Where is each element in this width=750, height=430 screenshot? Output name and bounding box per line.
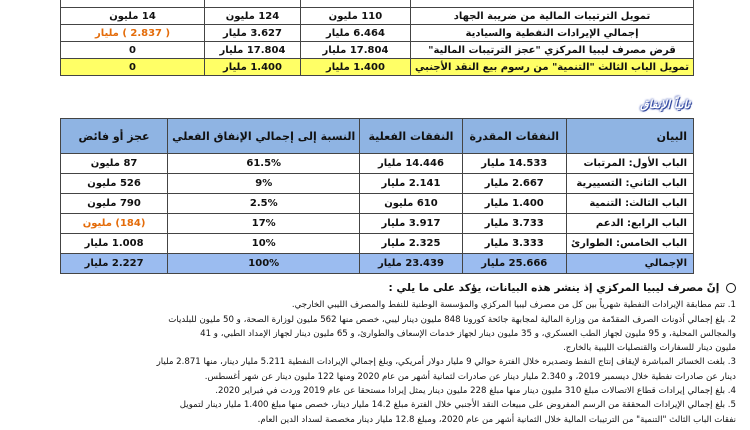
revenue-cell-c: 0 bbox=[61, 59, 205, 76]
expenditure-table bbox=[60, 118, 694, 274]
revenue-row bbox=[61, 0, 694, 8]
revenue-cell-a: 6.464 مليار bbox=[300, 25, 410, 42]
expenditure-cell-label: الباب الرابع: الدعم bbox=[566, 214, 693, 234]
note-line: 3. بلغت الخسائر المباشرة لإيقاف إنتاج النفط وتصديره خلال الفترة حوالي 9 مليار دولار أمريكي، وبلغ إجمالي الإيرادات النفطية 5.211 مليار دينار، منها 2.871 مليار bbox=[156, 357, 736, 368]
expenditure-cell-planned: 3.333 مليار bbox=[462, 234, 566, 254]
total-planned: 25.666 مليار bbox=[462, 254, 566, 274]
expenditure-row bbox=[61, 234, 694, 254]
expenditure-cell-actual: 3.917 مليار bbox=[360, 214, 462, 234]
revenue-row bbox=[61, 8, 694, 25]
notes-list bbox=[14, 298, 736, 427]
note-line: والمجالس المحلية، و 95 مليون لجهاز الطب العسكري، و 35 مليون دينار لجهاز خدمات الإسعاف والطوارئ، و 65 مليون دينار لجهاز الإمداد الطبي، و 41 bbox=[200, 328, 736, 339]
total-actual: 23.439 مليار bbox=[360, 254, 462, 274]
revenue-cell-b: 3.627 مليار bbox=[205, 25, 301, 42]
revenue-cell-c: 0 bbox=[61, 42, 205, 59]
expenditure-cell-ratio: 61.5% bbox=[168, 154, 360, 174]
expenditure-cell-actual: 14.446 مليار bbox=[360, 154, 462, 174]
revenue-cell-label: تمويل الباب الثالث "التنمية" من رسوم بيع النقد الأجنبي bbox=[411, 59, 694, 76]
expenditure-cell-label: الباب الخامس: الطوارئ bbox=[566, 234, 693, 254]
revenue-cell-b: 17.804 مليار bbox=[205, 42, 301, 59]
revenue-cell-label bbox=[411, 0, 694, 8]
revenue-row bbox=[61, 42, 694, 59]
revenue-row bbox=[61, 59, 694, 76]
expenditure-cell-diff: (184) مليون bbox=[61, 214, 168, 234]
header-ratio: النسبة إلى إجمالي الإنفاق الفعلي bbox=[168, 119, 360, 154]
note-line: 1. تتم مطابقة الإيرادات النفطية شهرياً بين كل من مصرف ليبيا المركزي والمؤسسة الوطنية للنفط والمصرف الليبي الخارجي. bbox=[291, 300, 736, 311]
expenditure-cell-label: الباب الثاني: التسييرية bbox=[566, 174, 693, 194]
revenue-cell-a: 1.400 مليار bbox=[300, 59, 410, 76]
total-ratio: 100% bbox=[168, 254, 360, 274]
expenditure-cell-diff: 1.008 مليار bbox=[61, 234, 168, 254]
expenditure-row bbox=[61, 194, 694, 214]
section-title: ثانياً الإنفاق bbox=[640, 98, 690, 111]
notes-section bbox=[14, 281, 736, 427]
expenditure-cell-label: الباب الثالث: التنمية bbox=[566, 194, 693, 214]
expenditure-cell-actual: 610 مليون bbox=[360, 194, 462, 214]
expenditure-cell-planned: 3.733 مليار bbox=[462, 214, 566, 234]
expenditure-cell-diff: 87 مليون bbox=[61, 154, 168, 174]
revenue-cell-c: ( 2.837 ) مليار bbox=[61, 25, 205, 42]
expenditure-row bbox=[61, 214, 694, 234]
expenditure-row bbox=[61, 174, 694, 194]
revenue-row bbox=[61, 25, 694, 42]
revenue-cell-label: قرض مصرف ليبيا المركزي "عجز الترتيبات المالية" bbox=[411, 42, 694, 59]
expenditure-cell-ratio: 9% bbox=[168, 174, 360, 194]
revenue-cell-b bbox=[205, 0, 301, 8]
revenue-cell-b: 1.400 مليار bbox=[205, 59, 301, 76]
expenditure-cell-planned: 2.667 مليار bbox=[462, 174, 566, 194]
header-planned: النفقات المقدرة bbox=[462, 119, 566, 154]
note-line: مليون دينار للسفارات والقنصليات الليبية بالخارج. bbox=[563, 343, 736, 354]
expenditure-cell-actual: 2.325 مليار bbox=[360, 234, 462, 254]
revenue-cell-label: تمويل الترتيبات المالية من ضريبة الجهاد bbox=[411, 8, 694, 25]
expenditure-cell-label: الباب الأول: المرتبات bbox=[566, 154, 693, 174]
expenditure-row bbox=[61, 154, 694, 174]
revenue-cell-b: 124 مليون bbox=[205, 8, 301, 25]
expenditure-total-row bbox=[61, 254, 694, 274]
expenditure-cell-ratio: 17% bbox=[168, 214, 360, 234]
notes-lead-text: إنّ مصرف ليبيا المركزي إذ ينشر هذه البيانات، يؤكد على ما يلي : bbox=[388, 282, 720, 294]
total-label: الإجمالي bbox=[566, 254, 693, 274]
revenue-cell-c: 14 مليون bbox=[61, 8, 205, 25]
revenue-cell-a: 17.804 مليار bbox=[300, 42, 410, 59]
expenditure-cell-planned: 14.533 مليار bbox=[462, 154, 566, 174]
header-diff: عجز أو فائض bbox=[61, 119, 168, 154]
expenditure-cell-diff: 526 مليون bbox=[61, 174, 168, 194]
header-actual: النفقات الفعلية bbox=[360, 119, 462, 154]
note-line: نفقات الباب الثالث "التنمية" من الترتيبات المالية خلال الثمانية أشهر من عام 2020، ومبلغ 12.8 مليار دينار مخصصة لسداد الدين العام. bbox=[257, 414, 736, 425]
note-line: 2. بلغ إجمالي أذونات الصرف المقدّمة من وزارة المالية لمجابهة جائحة كورونا 848 مليون دينار ليبي، خصص منها 562 مليون لوزارة الصحة، و 50 مليون للبلديات bbox=[168, 314, 736, 325]
expenditure-cell-actual: 2.141 مليار bbox=[360, 174, 462, 194]
note-line: 4. بلغ إجمالي إيرادات قطاع الاتصالات مبلغ 310 مليون دينار منها مبلغ 228 مليون دينار يمثل إيرادا مستحقا عن عام 2019 وردت في فبراير 2020. bbox=[215, 386, 736, 397]
revenue-cell-a: 110 مليون bbox=[300, 8, 410, 25]
expenditure-cell-planned: 1.400 مليار bbox=[462, 194, 566, 214]
circle-bullet-icon bbox=[726, 283, 736, 293]
revenue-table bbox=[60, 0, 694, 76]
note-line: 5. بلغ إجمالي الإيرادات المحققة من الرسم المفروض على مبيعات النقد الأجنبي خلال الفترة مبلغ 14.2 مليار دينار، خصص منها مبلغ 1.400 مليار دينار لتمويل bbox=[179, 400, 736, 411]
total-diff: 2.227 مليار bbox=[61, 254, 168, 274]
expenditure-cell-ratio: 10% bbox=[168, 234, 360, 254]
header-label: البيان bbox=[566, 119, 693, 154]
notes-lead bbox=[14, 281, 736, 295]
expenditure-cell-ratio: 2.5% bbox=[168, 194, 360, 214]
revenue-cell-a bbox=[300, 0, 410, 8]
revenue-cell-c bbox=[61, 0, 205, 8]
revenue-cell-label: إجمالي الإيرادات النفطية والسيادية bbox=[411, 25, 694, 42]
expenditure-header-row bbox=[61, 119, 694, 154]
note-line: دينار عن صادرات نفطية خلال ديسمبر 2019، و 2.340 مليار دينار عن صادرات لثمانية أشهر من عام 2020 ومنها 122 مليون دينار عن شهر أغسطس. bbox=[204, 371, 736, 382]
expenditure-cell-diff: 790 مليون bbox=[61, 194, 168, 214]
